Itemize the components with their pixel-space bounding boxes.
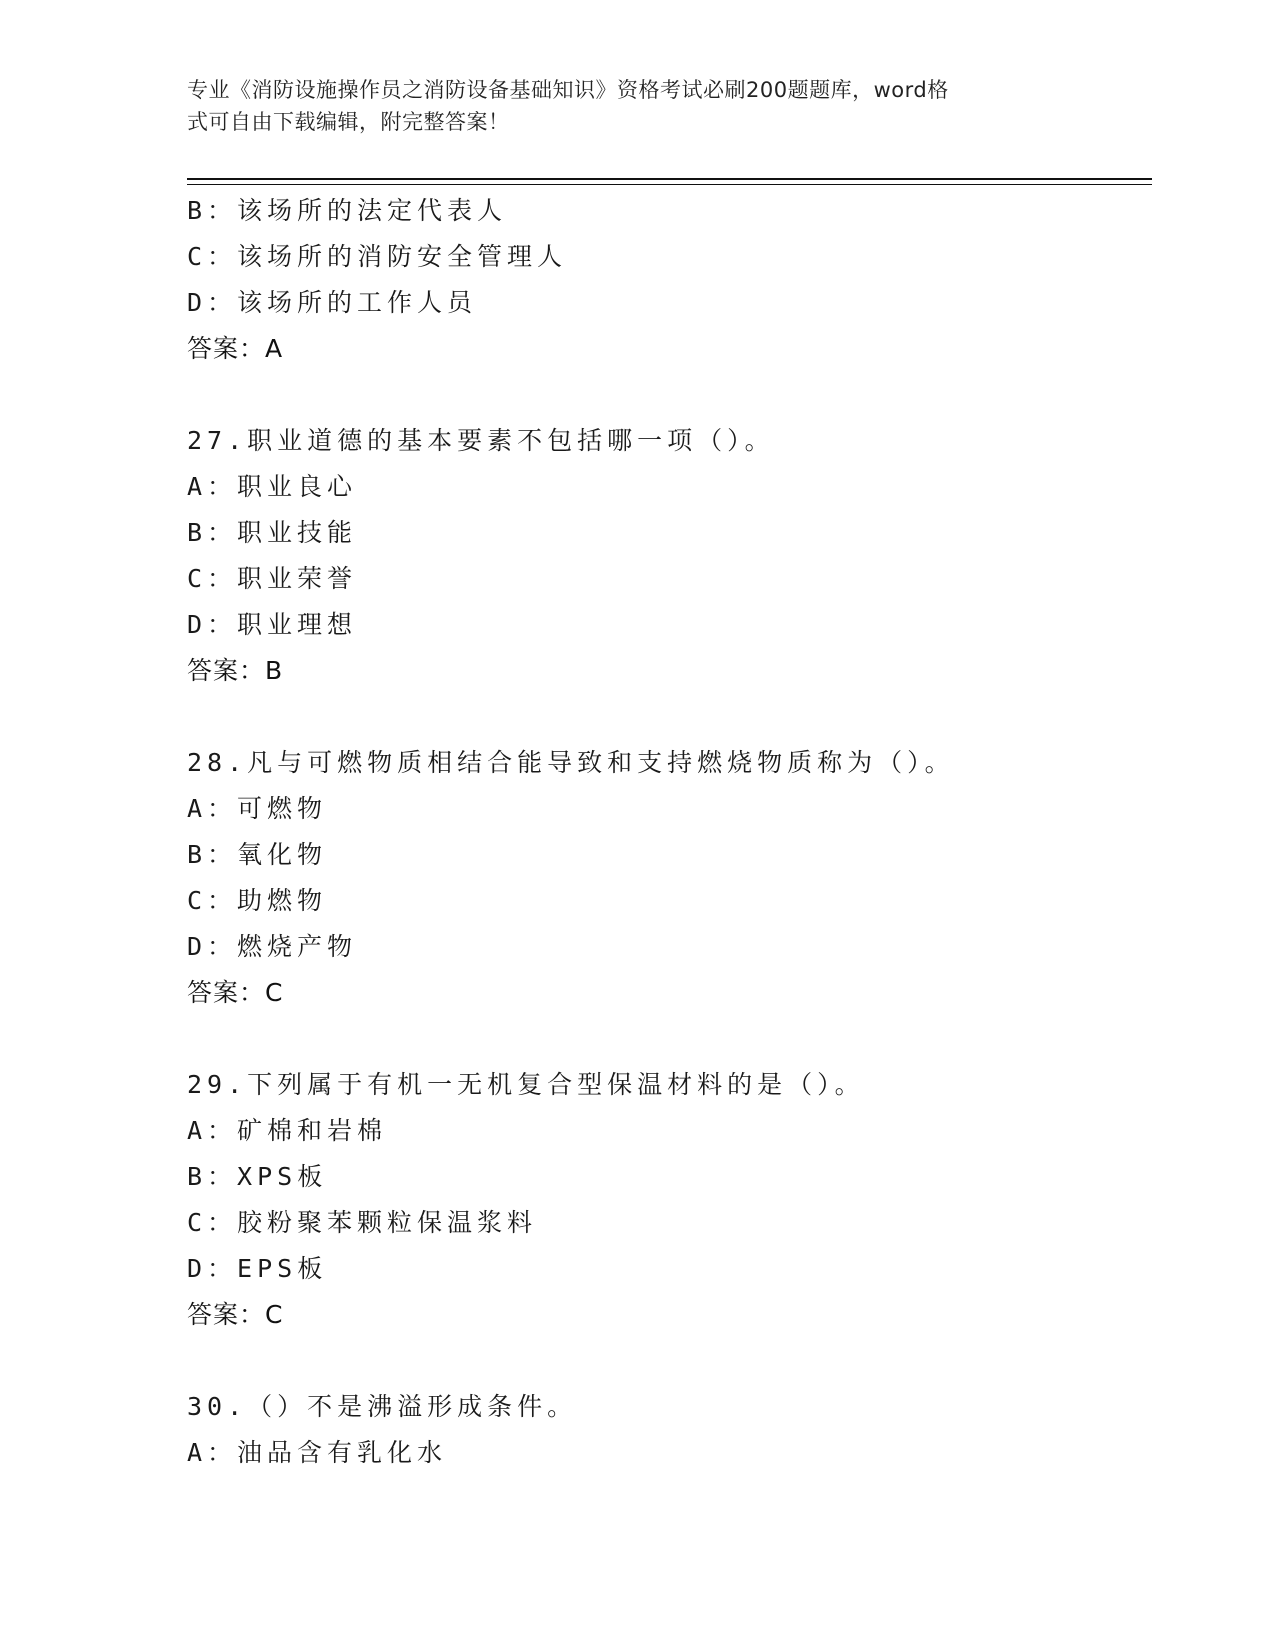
- spacer: [187, 1016, 1147, 1062]
- question-27: [187, 418, 1147, 694]
- option-c: C：该场所的消防安全管理人: [187, 242, 568, 271]
- header-divider-thick: [187, 178, 1152, 180]
- header-divider-thin: [187, 184, 1152, 185]
- header-line-2: 式可自由下载编辑，附完整答案！: [187, 110, 510, 134]
- option-d: D：职业理想: [187, 610, 358, 639]
- question-30: [187, 1384, 1147, 1476]
- question-list: [187, 188, 1147, 1476]
- answer: 答案：B: [187, 656, 284, 685]
- option-a: A：职业良心: [187, 472, 358, 501]
- option-b: B：XPS板: [187, 1162, 328, 1191]
- option-a: A：可燃物: [187, 794, 328, 823]
- option-c: C：助燃物: [187, 886, 328, 915]
- spacer: [187, 372, 1147, 418]
- answer: 答案：A: [187, 334, 284, 363]
- question-text: 30.（）不是沸溢形成条件。: [187, 1392, 578, 1421]
- option-b: B：该场所的法定代表人: [187, 196, 508, 225]
- question-text: 29.下列属于有机一无机复合型保温材料的是（）。: [187, 1070, 865, 1099]
- document-header: [187, 74, 1067, 138]
- option-c: C：胶粉聚苯颗粒保温浆料: [187, 1208, 538, 1237]
- question-29: [187, 1062, 1147, 1338]
- answer: 答案：C: [187, 1300, 284, 1329]
- header-line-1: 专业《消防设施操作员之消防设备基础知识》资格考试必刷200题题库，word格: [187, 78, 949, 102]
- spacer: [187, 694, 1147, 740]
- option-d: D：燃烧产物: [187, 932, 358, 961]
- question-text: 27.职业道德的基本要素不包括哪一项（）。: [187, 426, 775, 455]
- question-26: [187, 188, 1147, 372]
- answer: 答案：C: [187, 978, 284, 1007]
- option-b: B：氧化物: [187, 840, 328, 869]
- option-d: D：EPS板: [187, 1254, 328, 1283]
- option-d: D：该场所的工作人员: [187, 288, 478, 317]
- option-a: A：矿棉和岩棉: [187, 1116, 388, 1145]
- question-28: [187, 740, 1147, 1016]
- option-a: A：油品含有乳化水: [187, 1438, 448, 1467]
- option-c: C：职业荣誉: [187, 564, 358, 593]
- option-b: B：职业技能: [187, 518, 358, 547]
- question-text: 28.凡与可燃物质相结合能导致和支持燃烧物质称为（）。: [187, 748, 955, 777]
- spacer: [187, 1338, 1147, 1384]
